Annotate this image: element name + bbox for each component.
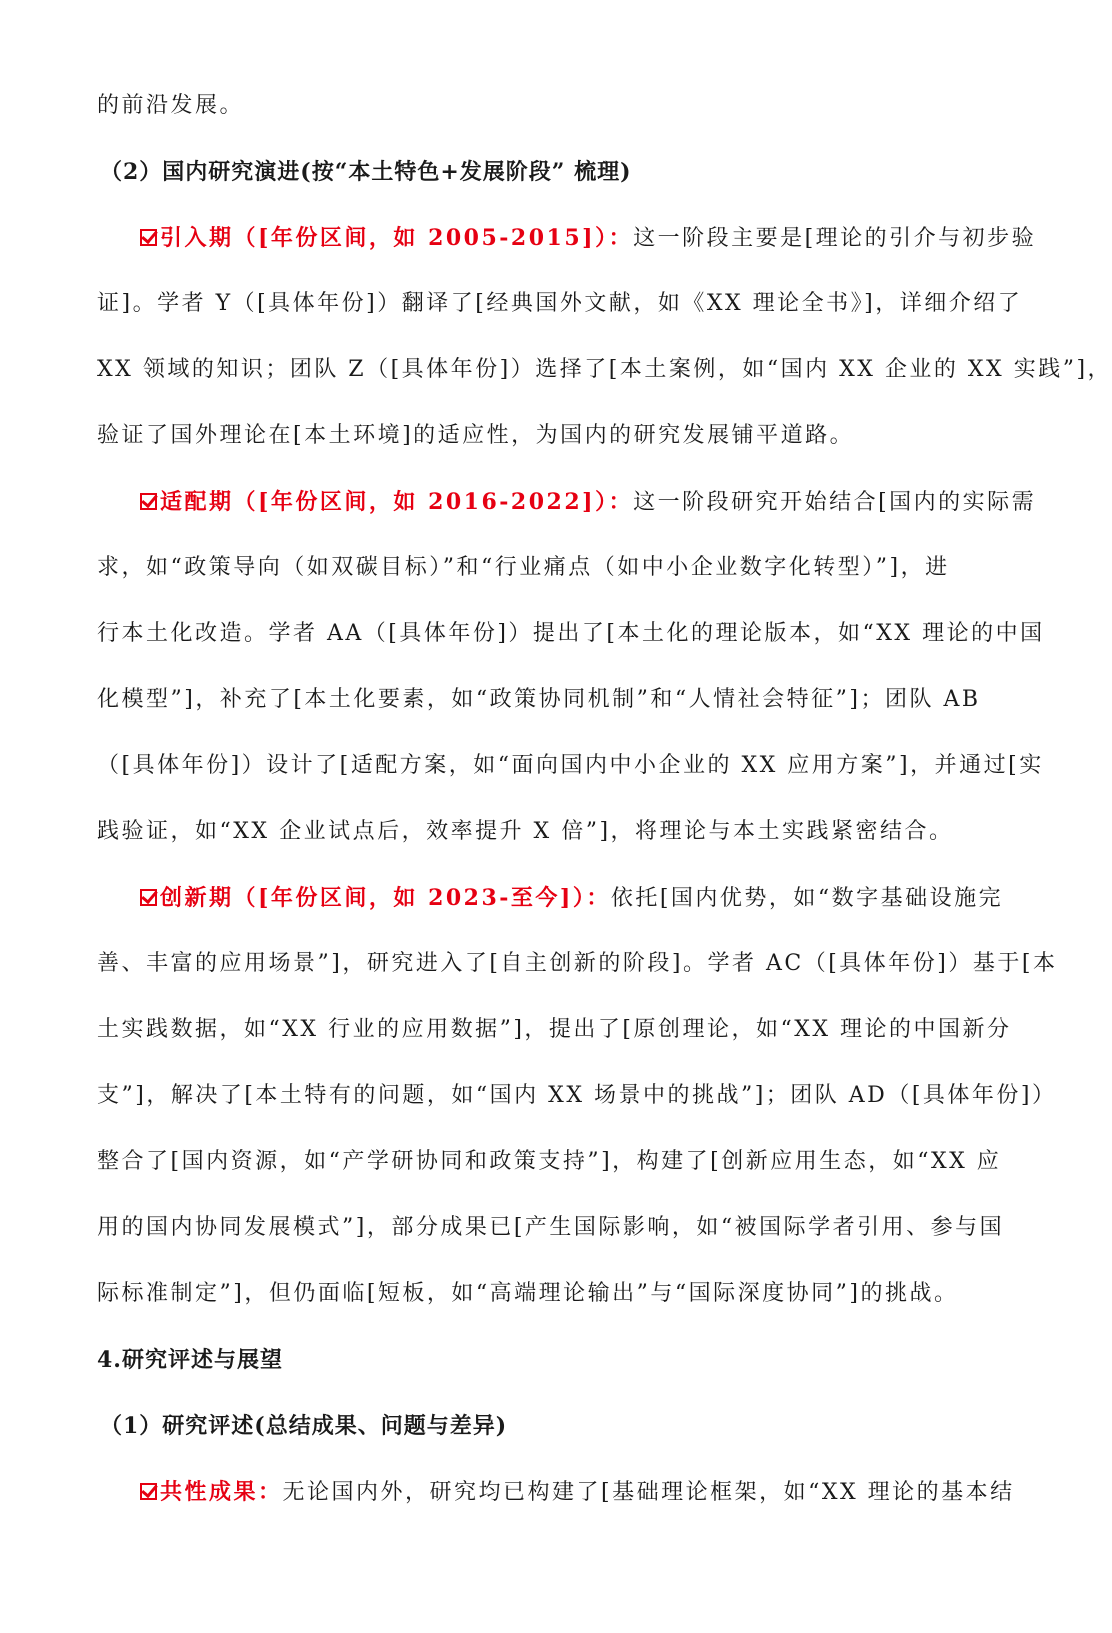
section-heading: （2）国内研究演进(按“本土特色+发展阶段” 梳理) [100,159,632,185]
checked-box-icon [140,493,157,510]
paragraph-line: 行本土化改造。学者 AA（[具体年份]）提出了[本土化的理论版本，如“XX 理论的中国 [97,621,1045,646]
paragraph-line: 用的国内协同发展模式”]，部分成果已[产生国际影响，如“被国际学者引用、参与国 [97,1215,1005,1240]
paragraph-line [140,883,1004,914]
checked-box-icon [140,1483,157,1500]
paragraph-line: 支”]，解决了[本土特有的问题，如“国内 XX 场景中的挑战”]；团队 AD（[具体年份]） [97,1083,1057,1108]
paragraph-line: （[具体年份]）设计了[适配方案，如“面向国内中小企业的 XX 应用方案”]，并通过[实 [97,753,1044,778]
phase-label-introduction: 引入期（[年份区间，如 2005-2015]）： [160,225,634,251]
phase-text: 无论国内外，研究均已构建了[基础理论框架，如“XX 理论的基本结 [282,1480,1015,1505]
phase-text: 依托[国内优势，如“数字基础设施完 [610,886,1004,911]
paragraph-line: 际标准制定”]，但仍面临[短板，如“高端理论输出”与“国际深度协同”]的挑战。 [97,1281,959,1306]
paragraph-line: 化模型”]，补充了[本土化要素，如“政策协同机制”和“人情社会特征”]；团队 AB [97,687,981,712]
paragraph-line [140,223,1037,254]
paragraph-line: 求，如“政策导向（如双碳目标）”和“行业痛点（如中小企业数字化转型）”]，进 [97,555,950,580]
paragraph-line: 验证了国外理论在[本土环境]的适应性，为国内的研究发展铺平道路。 [97,423,855,448]
common-results-label: 共性成果： [160,1479,283,1505]
paragraph-line [140,487,1037,518]
paragraph-line: 整合了[国内资源，如“产学研协同和政策支持”]，构建了[创新应用生态，如“XX 应 [97,1149,1002,1174]
phase-text: 这一阶段主要是[理论的引介与初步验 [633,226,1037,251]
paragraph-line: 践验证，如“XX 企业试点后，效率提升 X 倍”]，将理论与本土实践紧密结合。 [97,819,954,844]
paragraph-line: 土实践数据，如“XX 行业的应用数据”]，提出了[原创理论，如“XX 理论的中国新分 [97,1017,1012,1042]
phase-label-adaptation: 适配期（[年份区间，如 2016-2022]）： [160,489,634,515]
paragraph-line: 证]。学者 Y（[具体年份]）翻译了[经典国外文献，如《XX 理论全书》]，详细介绍了 [97,291,1023,316]
checked-box-icon [140,229,157,246]
paragraph-line: 的前沿发展。 [97,93,245,118]
paragraph-line [140,1477,1015,1508]
subsection-heading: （1）研究评述(总结成果、问题与差异) [100,1413,508,1439]
section-heading: 4.研究评述与展望 [97,1347,283,1373]
paragraph-line: XX 领域的知识；团队 Z（[具体年份]）选择了[本土案例，如“国内 XX 企业的 XX 实践”]， [97,357,1112,382]
phase-text: 这一阶段研究开始结合[国内的实际需 [633,490,1037,515]
phase-label-innovation: 创新期（[年份区间，如 2023-至今]）： [160,885,611,911]
paragraph-line: 善、丰富的应用场景”]，研究进入了[自主创新的阶段]。学者 AC（[具体年份]）基于[本 [97,951,1058,976]
checked-box-icon [140,889,157,906]
